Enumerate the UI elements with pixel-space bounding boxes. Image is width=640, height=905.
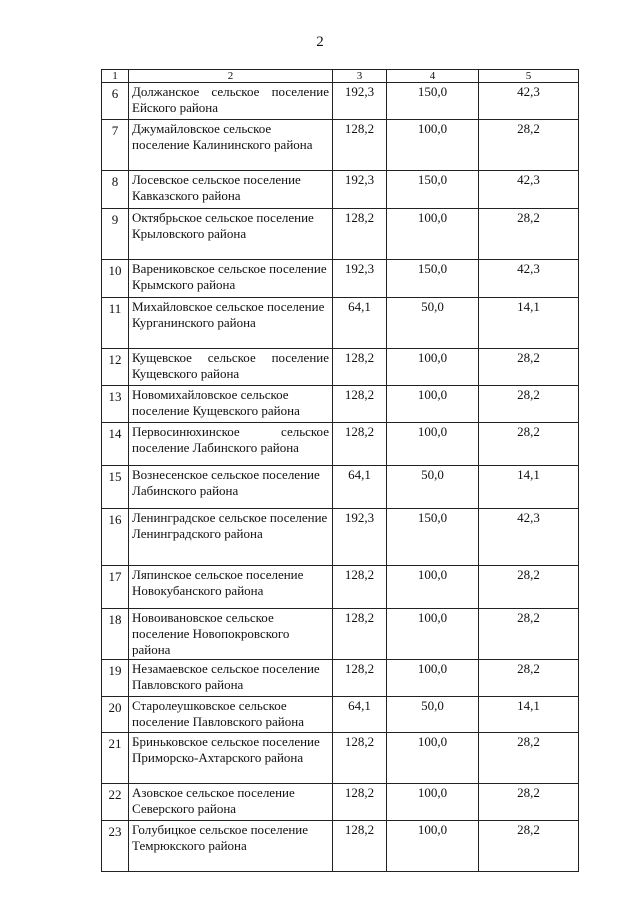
value-col5: 28,2 [479, 423, 579, 466]
value-col5: 28,2 [479, 784, 579, 821]
settlement-name: Кущевское сельское поселение Кущевского района [129, 349, 333, 386]
value-col5: 42,3 [479, 509, 579, 566]
value-col5: 28,2 [479, 660, 579, 697]
row-number: 20 [102, 697, 129, 733]
table-row [102, 171, 579, 209]
value-col4: 100,0 [387, 120, 479, 171]
row-number: 6 [102, 83, 129, 120]
header-cell: 4 [387, 70, 479, 83]
value-col4: 100,0 [387, 209, 479, 260]
value-col4: 100,0 [387, 660, 479, 697]
row-number: 18 [102, 609, 129, 660]
value-col4: 50,0 [387, 466, 479, 509]
value-col5: 42,3 [479, 171, 579, 209]
value-col4: 100,0 [387, 423, 479, 466]
row-number: 10 [102, 260, 129, 298]
settlement-name: Новоивановское сельское поселение Новопокровского района [129, 609, 333, 660]
value-col4: 150,0 [387, 171, 479, 209]
row-number: 19 [102, 660, 129, 697]
settlement-name: Первосинюхинское сельское поселение Лабинского района [129, 423, 333, 466]
value-col3: 192,3 [333, 260, 387, 298]
settlement-name: Вознесенское сельское поселение Лабинского района [129, 466, 333, 509]
header-cell: 3 [333, 70, 387, 83]
page-number: 2 [316, 34, 324, 50]
value-col3: 128,2 [333, 609, 387, 660]
row-number: 15 [102, 466, 129, 509]
value-col5: 28,2 [479, 349, 579, 386]
value-col4: 150,0 [387, 83, 479, 120]
value-col5: 14,1 [479, 697, 579, 733]
row-number: 14 [102, 423, 129, 466]
value-col3: 192,3 [333, 171, 387, 209]
value-col4: 50,0 [387, 298, 479, 349]
table-row [102, 466, 579, 509]
value-col3: 128,2 [333, 821, 387, 872]
table-row [102, 298, 579, 349]
settlement-name: Ленинградское сельское поселение Ленинградского района [129, 509, 333, 566]
value-col5: 28,2 [479, 821, 579, 872]
value-col5: 14,1 [479, 466, 579, 509]
table-row [102, 349, 579, 386]
table-row [102, 386, 579, 423]
value-col4: 100,0 [387, 784, 479, 821]
row-number: 8 [102, 171, 129, 209]
table-row [102, 697, 579, 733]
value-col4: 100,0 [387, 386, 479, 423]
value-col3: 128,2 [333, 349, 387, 386]
value-col4: 100,0 [387, 821, 479, 872]
table-row [102, 660, 579, 697]
value-col5: 14,1 [479, 298, 579, 349]
value-col5: 28,2 [479, 609, 579, 660]
header-cell: 5 [479, 70, 579, 83]
settlement-name: Старолеушковское сельское поселение Павловского района [129, 697, 333, 733]
settlement-name: Голубицкое сельское поселение Темрюкского района [129, 821, 333, 872]
row-number: 9 [102, 209, 129, 260]
row-number: 11 [102, 298, 129, 349]
value-col4: 150,0 [387, 260, 479, 298]
row-number: 7 [102, 120, 129, 171]
value-col3: 128,2 [333, 733, 387, 784]
value-col3: 128,2 [333, 423, 387, 466]
value-col5: 42,3 [479, 83, 579, 120]
settlement-name: Ляпинское сельское поселение Новокубанского района [129, 566, 333, 609]
value-col4: 100,0 [387, 349, 479, 386]
row-number: 22 [102, 784, 129, 821]
value-col3: 128,2 [333, 660, 387, 697]
value-col5: 28,2 [479, 386, 579, 423]
row-number: 17 [102, 566, 129, 609]
settlement-name: Незамаевское сельское поселение Павловского района [129, 660, 333, 697]
row-number: 21 [102, 733, 129, 784]
value-col5: 28,2 [479, 209, 579, 260]
settlement-name: Варениковское сельское поселение Крымского района [129, 260, 333, 298]
value-col4: 150,0 [387, 509, 479, 566]
row-number: 16 [102, 509, 129, 566]
value-col3: 128,2 [333, 566, 387, 609]
value-col3: 64,1 [333, 466, 387, 509]
table-header-row [102, 70, 579, 83]
settlement-name: Бриньковское сельское поселение Приморско-Ахтарского района [129, 733, 333, 784]
table-row [102, 83, 579, 120]
value-col5: 42,3 [479, 260, 579, 298]
value-col3: 128,2 [333, 784, 387, 821]
value-col4: 50,0 [387, 697, 479, 733]
row-number: 23 [102, 821, 129, 872]
value-col3: 128,2 [333, 386, 387, 423]
table-row [102, 609, 579, 660]
settlement-name: Должанское сельское поселение Ейского района [129, 83, 333, 120]
header-cell: 1 [102, 70, 129, 83]
value-col3: 128,2 [333, 120, 387, 171]
value-col5: 28,2 [479, 566, 579, 609]
value-col3: 192,3 [333, 83, 387, 120]
value-col5: 28,2 [479, 733, 579, 784]
value-col3: 64,1 [333, 298, 387, 349]
table-row [102, 209, 579, 260]
value-col4: 100,0 [387, 566, 479, 609]
row-number: 13 [102, 386, 129, 423]
header-cell: 2 [129, 70, 333, 83]
settlement-name: Азовское сельское поселение Северского района [129, 784, 333, 821]
table-row [102, 821, 579, 872]
table-row [102, 509, 579, 566]
table-row [102, 260, 579, 298]
table-row [102, 566, 579, 609]
value-col5: 28,2 [479, 120, 579, 171]
value-col3: 128,2 [333, 209, 387, 260]
value-col3: 192,3 [333, 509, 387, 566]
table-row [102, 784, 579, 821]
settlement-name: Джумайловское сельское поселение Калининского района [129, 120, 333, 171]
value-col4: 100,0 [387, 733, 479, 784]
table-row [102, 120, 579, 171]
row-number: 12 [102, 349, 129, 386]
table-row [102, 423, 579, 466]
table-row [102, 733, 579, 784]
allocation-table [101, 69, 579, 872]
settlement-name: Лосевское сельское поселение Кавказского района [129, 171, 333, 209]
settlement-name: Новомихайловское сельское поселение Кущевского района [129, 386, 333, 423]
settlement-name: Михайловское сельское поселение Курганинского района [129, 298, 333, 349]
settlement-name: Октябрьское сельское поселение Крыловского района [129, 209, 333, 260]
value-col4: 100,0 [387, 609, 479, 660]
value-col3: 64,1 [333, 697, 387, 733]
